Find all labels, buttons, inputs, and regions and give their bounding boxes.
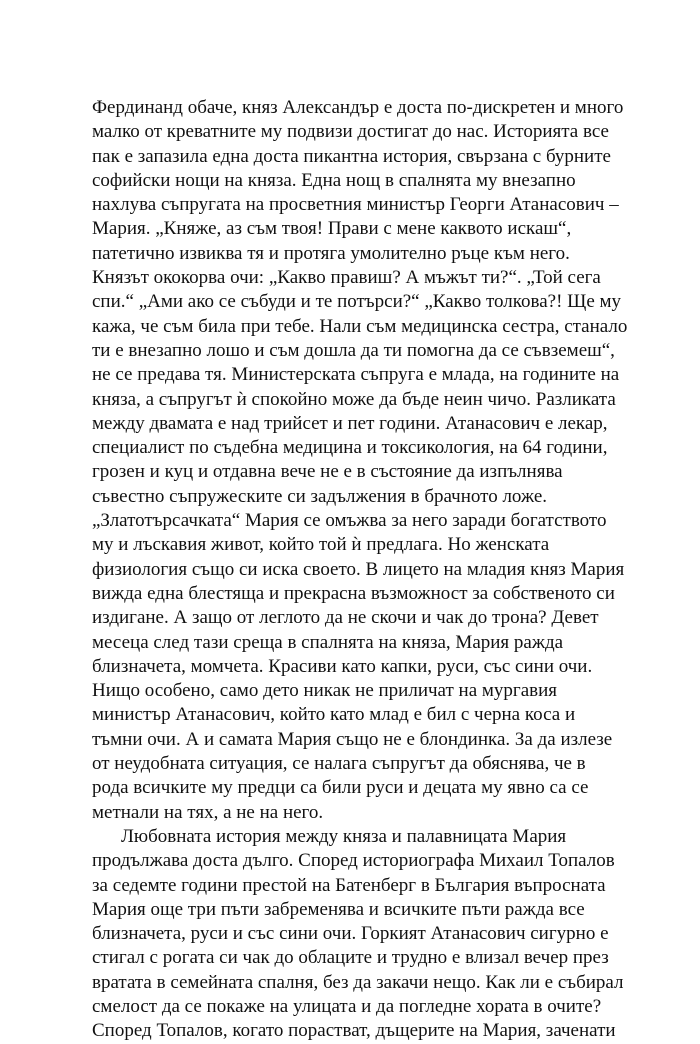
text-line: близначета, руси и със сини очи. Горкият Атанасович сигурно е [92, 923, 609, 945]
text-line: грозен и куц и отдавна вече не е в състояние да изпълнява [92, 461, 563, 483]
text-line: месеца след тази среща в спалнята на княза, Мария ражда [92, 631, 564, 653]
text-line: Фердинанд обаче, княз Александър е доста по-дискретен и много [92, 97, 624, 118]
text-line: от неудобната ситуация, се налага съпругът да обяснява, че в [92, 753, 586, 775]
text-line: Мария още три пъти забременява и всичките пъти ражда все [92, 898, 585, 920]
text-line: пак е запазила една доста пикантна история, свързана с бурните [92, 145, 611, 167]
text-line: нахлува съпругата на просветния министър Георги Атанасович – [92, 194, 619, 216]
text-line: Нищо особено, само дето никак не приличат на мургавия [92, 680, 558, 702]
text-line: метнали на тях, а не на него. [92, 801, 324, 823]
text-line: спи.“ „Ами ако се събуди и те потърси?“ „Какво толкова?! Ще му [92, 291, 622, 313]
text-line: вратата в семейната спалня, без да закачи нещо. Как ли е събирал [92, 971, 624, 993]
text-line: ти е внезапно лошо и съм дошла да ти помогна да се съвземеш“, [92, 339, 615, 361]
text-line: министър Атанасович, който като млад е бил с черна коса и [92, 704, 576, 726]
text-line: между двамата е над трийсет и пет години. Атанасович е лекар, [92, 412, 608, 434]
paragraph-start-line: Любовната история между княза и палавницата Мария [121, 825, 567, 847]
text-line: продължава доста дълго. Според историографа Михаил Топалов [92, 850, 615, 872]
text-line: за седемте години престой на Батенберг в България въпросната [92, 874, 606, 896]
text-line: тъмни очи. А и самата Мария също не е блондинка. За да излезе [92, 728, 613, 750]
text-line: му и лъскавия живот, който той ѝ предлага. Но женската [92, 534, 550, 556]
text-line: патетично извиква тя и протяга умолително ръце към него. [92, 242, 570, 264]
text-line: Според Топалов, когато порастват, дъщерите на Мария, заченати [92, 1020, 616, 1042]
text-line: смелост да се покаже на улицата и да погледне хората в очите? [92, 995, 602, 1017]
text-line: вижда една блестяща и прекрасна възможност за собственото си [92, 582, 615, 604]
body-text [92, 96, 628, 1044]
text-line: Мария. „Княже, аз съм твоя! Прави с мене каквото искаш“, [92, 218, 572, 240]
text-line: издигане. А защо от леглото да не скочи и чак до трона? Девет [92, 607, 599, 629]
text-line: специалист по съдебна медицина и токсикология, на 64 години, [92, 437, 608, 459]
text-line: Князът ококорва очи: „Какво правиш? А мъжът ти?“. „Той сега [92, 267, 601, 289]
text-line: кажа, че съм била при тебе. Нали съм медицинска сестра, станало [92, 315, 628, 337]
text-line: княза, а съпругът ѝ спокойно може да бъде неин чичо. Разликата [92, 388, 616, 410]
text-line: софийски нощи на княза. Една нощ в спалнята му внезапно [92, 169, 576, 191]
text-line: близначета, момчета. Красиви като капки, руси, със сини очи. [92, 655, 593, 677]
text-line: физиология също си иска своето. В лицето на младия княз Мария [92, 558, 625, 580]
text-line: стигал с рогата си чак до облаците и трудно е влизал вечер през [92, 947, 609, 969]
text-line: малко от креватните му подвизи достигат до нас. Историята все [92, 121, 609, 143]
text-line: съвестно съпружеските си задължения в брачното ложе. [92, 485, 548, 507]
text-line: „Златотърсачката“ Мария се омъжва за него заради богатството [92, 510, 607, 532]
text-line: рода всичките му предци са били руси и децата му явно са се [92, 777, 589, 799]
text-line: не се предава тя. Министерската съпруга е млада, на годините на [92, 364, 620, 386]
